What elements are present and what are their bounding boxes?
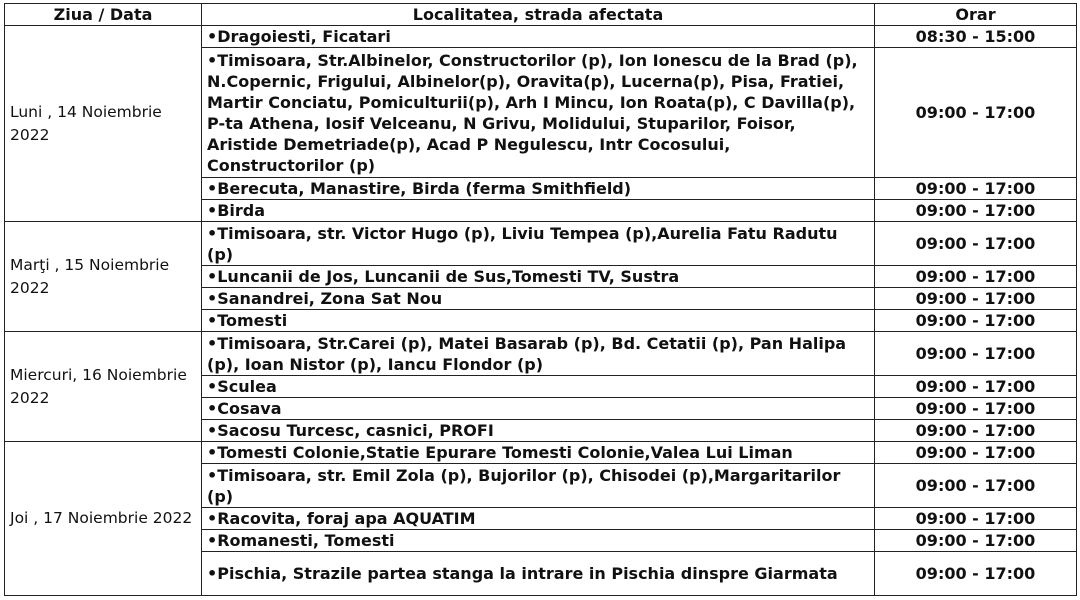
location-cell: •Timisoara, Str.Carei (p), Matei Basarab (p), Bd. Cetatii (p), Pan Halipa (p), Ioan Nistor (p), Iancu Flondor (p) (202, 332, 875, 376)
location-cell: •Tomesti Colonie,Statie Epurare Tomesti Colonie,Valea Lui Liman (202, 442, 875, 464)
time-cell: 09:00 - 17:00 (875, 200, 1077, 222)
table-row (5, 442, 1077, 464)
time-cell: 08:30 - 15:00 (875, 26, 1077, 48)
location-cell: •Romanesti, Tomesti (202, 530, 875, 552)
location-cell: •Racovita, foraj apa AQUATIM (202, 508, 875, 530)
header-location: Localitatea, strada afectata (202, 4, 875, 26)
table-row (5, 222, 1077, 266)
outage-schedule-table (4, 3, 1077, 596)
location-cell: •Tomesti (202, 310, 875, 332)
location-cell: •Timisoara, Str.Albinelor, Constructorilor (p), Ion Ionescu de la Brad (p), N.Copernic, Frigului, Albinelor(p), Oravita(p), Lucerna(p), Pisa, Fratiei, Martir Conciatu, Pomiculturii(p), Arh I Mincu, Ion Roata(p), C Davilla(p), P-ta Athena, Iosif Velceanu, N Grivu, Molidului, Stuparilor, Foisor, Aristide Demetriade(p), Acad P Negulescu, Intr Cocosului, Constructorilor (p) (202, 48, 875, 178)
day-date-cell: Joi , 17 Noiembrie 2022 (5, 442, 202, 596)
time-cell: 09:00 - 17:00 (875, 442, 1077, 464)
location-cell: •Timisoara, str. Victor Hugo (p), Liviu Tempea (p),Aurelia Fatu Radutu (p) (202, 222, 875, 266)
time-cell: 09:00 - 17:00 (875, 288, 1077, 310)
time-cell: 09:00 - 17:00 (875, 48, 1077, 178)
header-day: Ziua / Data (5, 4, 202, 26)
table-row (5, 332, 1077, 376)
day-date-cell: Miercuri, 16 Noiembrie 2022 (5, 332, 202, 442)
table-row (5, 26, 1077, 48)
location-cell: •Sacosu Turcesc, casnici, PROFI (202, 420, 875, 442)
time-cell: 09:00 - 17:00 (875, 222, 1077, 266)
header-row (5, 4, 1077, 26)
location-cell: •Timisoara, str. Emil Zola (p), Bujorilor (p), Chisodei (p),Margaritarilor (p) (202, 464, 875, 508)
time-cell: 09:00 - 17:00 (875, 398, 1077, 420)
day-date-cell: Luni , 14 Noiembrie 2022 (5, 26, 202, 222)
location-cell: •Sculea (202, 376, 875, 398)
time-cell: 09:00 - 17:00 (875, 332, 1077, 376)
time-cell: 09:00 - 17:00 (875, 266, 1077, 288)
time-cell: 09:00 - 17:00 (875, 508, 1077, 530)
location-cell: •Berecuta, Manastire, Birda (ferma Smithfield) (202, 178, 875, 200)
location-cell: •Birda (202, 200, 875, 222)
header-time: Orar (875, 4, 1077, 26)
time-cell: 09:00 - 17:00 (875, 420, 1077, 442)
location-cell: •Luncanii de Jos, Luncanii de Sus,Tomesti TV, Sustra (202, 266, 875, 288)
location-cell: •Cosava (202, 398, 875, 420)
day-date-cell: Marţi , 15 Noiembrie 2022 (5, 222, 202, 332)
time-cell: 09:00 - 17:00 (875, 178, 1077, 200)
time-cell: 09:00 - 17:00 (875, 376, 1077, 398)
time-cell: 09:00 - 17:00 (875, 464, 1077, 508)
location-cell: •Sanandrei, Zona Sat Nou (202, 288, 875, 310)
schedule-body (5, 26, 1077, 596)
location-cell: •Dragoiesti, Ficatari (202, 26, 875, 48)
time-cell: 09:00 - 17:00 (875, 530, 1077, 552)
time-cell: 09:00 - 17:00 (875, 552, 1077, 596)
location-cell: •Pischia, Strazile partea stanga la intrare in Pischia dinspre Giarmata (202, 552, 875, 596)
time-cell: 09:00 - 17:00 (875, 310, 1077, 332)
